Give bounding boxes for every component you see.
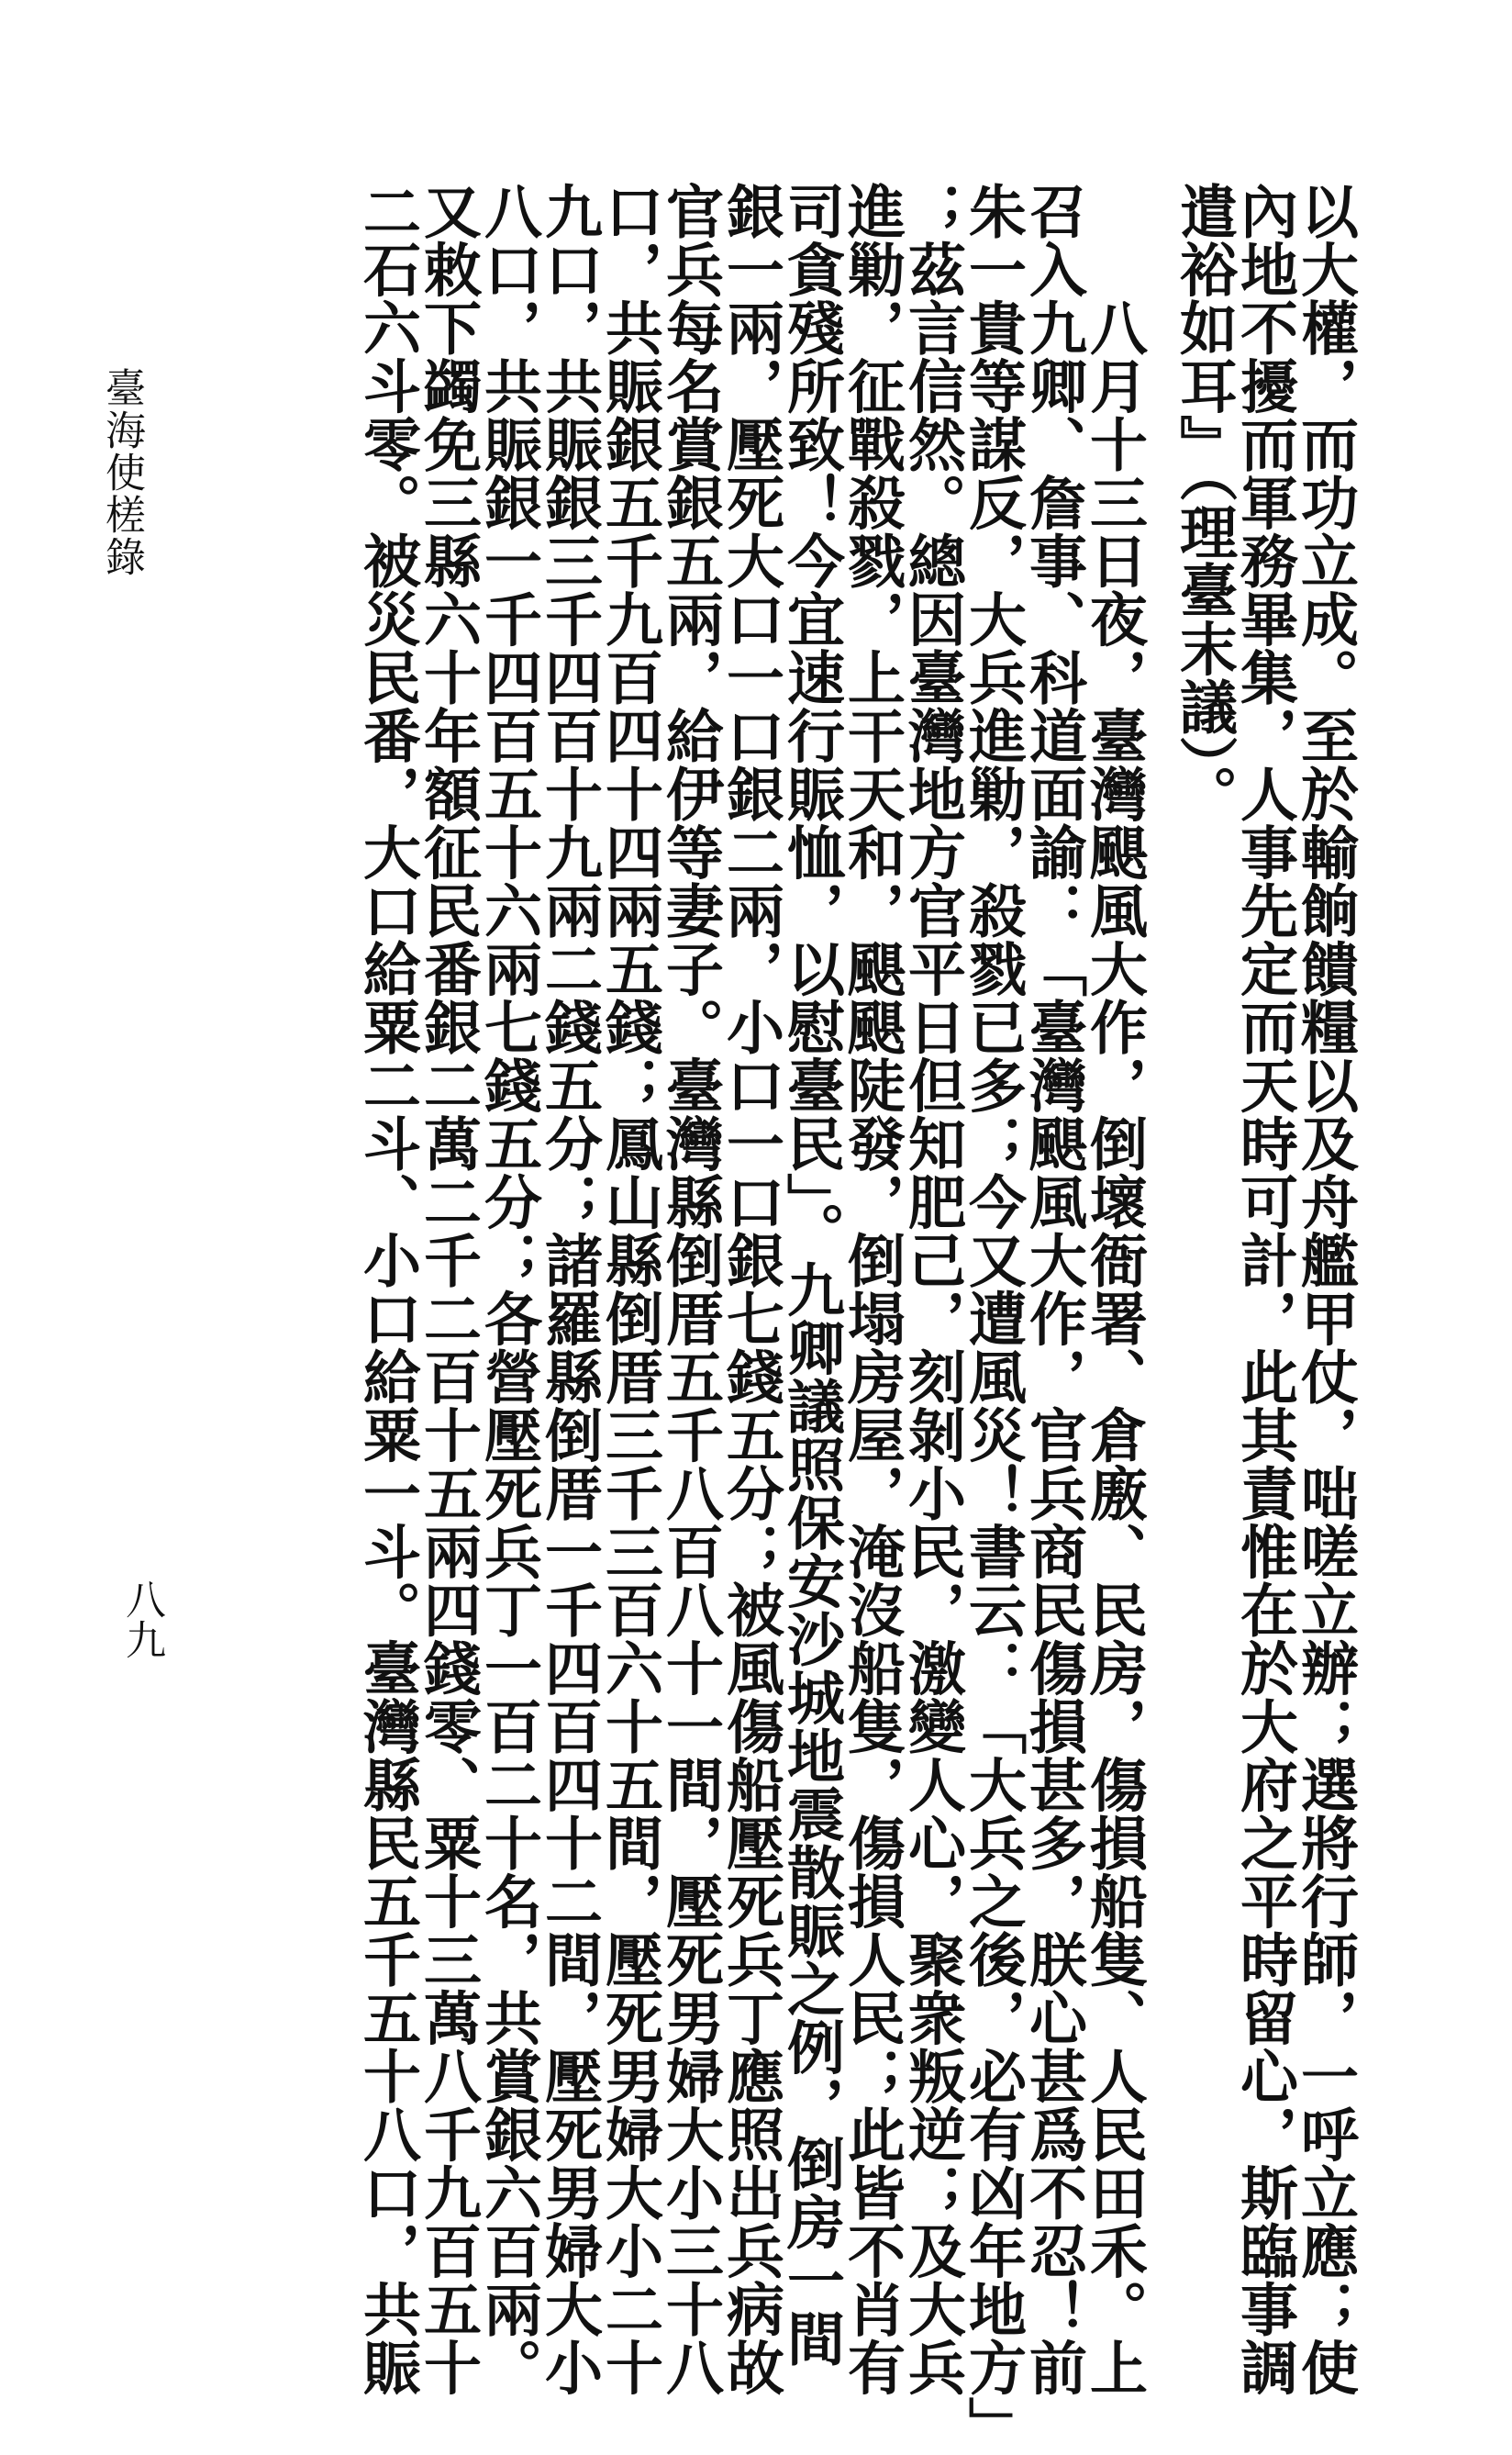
text-column: 遣裕如耳』（理臺末議）。: [1171, 182, 1239, 823]
text-column: 以大權，而功立成。至於輸餉饋糧以及舟艦甲仗，咄嗟立辦；選將行師，一呼立應；使: [1292, 182, 1360, 2396]
running-title: 臺海使槎錄: [98, 367, 145, 578]
text-column: 八口，共賑銀一千四百五十六兩七錢五分；各營壓死兵丁一百二十名，共賞銀六百兩。: [475, 182, 543, 2396]
text-column: 司貪殘所致！今宜速行賑恤，以慰臺民」。九卿議照保安沙城地震散賑之例，倒房一間: [778, 182, 846, 2368]
text-column: 銀一兩，壓死大口一口銀二兩，小口一口銀七錢五分；被風傷船壓死兵丁應照出兵病故: [717, 182, 785, 2396]
text-column: 二石六斗零。被災民番，大口給粟二斗、小口給粟一斗。臺灣縣民五千五十八口，共賑: [354, 182, 422, 2396]
text-column: 又敕下蠲免三縣六十年額征民番銀二萬二千二百十五兩四錢零、粟十三萬八千九百五十: [415, 182, 483, 2396]
text-column: 口，共賑銀五千九百四十四兩五錢；鳳山縣倒厝三千三百六十五間，壓死男婦大小二十: [596, 182, 664, 2396]
text-column: ；茲言信然。總因臺灣地方官平日但知肥己，刻剝小民，激變人心，聚衆叛逆；及大兵: [899, 182, 967, 2396]
text-column: 官兵每名賞銀五兩，給伊等妻子。臺灣縣倒厝五千八百八十一間，壓死男婦大小三十八: [657, 182, 725, 2396]
text-column: 八月十三日夜，臺灣颶風大作，倒壞衙署、倉廒、民房，傷損船隻、人民田禾。上: [1081, 182, 1149, 2396]
text-column: 朱一貴等謀反，大兵進勦，殺戮已多；今又遭風災！書云：「大兵之後，必有凶年地方」: [960, 182, 1028, 2455]
text-column: 進勦，征戰殺戮，上干天和，颶颶陡發，倒塌房屋，淹沒船隻，傷損人民；此皆不肖有: [839, 182, 906, 2396]
text-column: 召入九卿、詹事、科道面諭：「臺灣颶風大作，官兵商民傷損甚多，朕心甚爲不忍！前: [1020, 182, 1088, 2396]
body-text: [354, 182, 1360, 2455]
text-column: 內地不擾而軍務畢集，人事先定而天時可計，此其責惟在於大府之平時留心，斯臨事調: [1231, 182, 1299, 2396]
page-number: 八九: [118, 1579, 165, 1659]
text-column: 九口，共賑銀三千四百十九兩二錢五分；諸羅縣倒厝一千四百四十二間，壓死男婦大小: [536, 182, 604, 2396]
